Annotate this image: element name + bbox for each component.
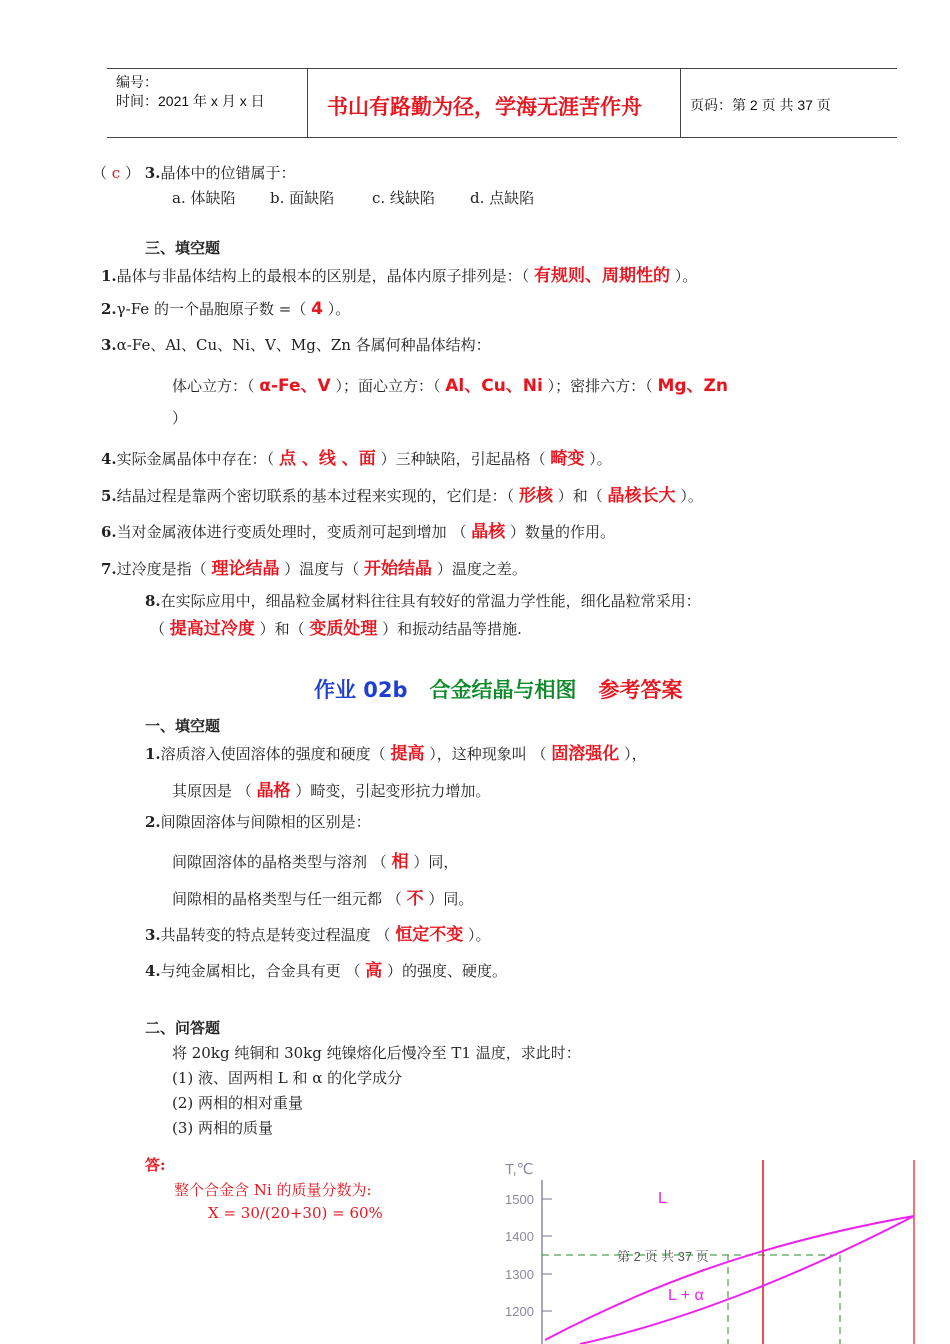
fill-question-3-answers: 体心立方：（ α-Fe、V ）；面心立方：（ Al、Cu、Ni ）；密排六方：（ Mg、Zn [172,376,728,396]
fill-question-8: 8.在实际应用中，细晶粒金属材料往往具有较好的常温力学性能，细化晶粒常采用： [145,592,701,610]
number-label: 编号： [116,74,158,90]
answer: α-Fe、V [259,376,331,396]
answer: 固溶强化 [551,744,620,764]
qa-question: 将 20kg 纯铜和 30kg 纯镍熔化后慢冷至 T1 温度，求此时： [172,1044,581,1062]
fill-question-7: 7.过冷度是指（ 理论结晶 ）温度与（ 开始结晶 ）温度之差。 [101,559,527,579]
answer-line-2: X = 30/(20+30) = 60% [208,1204,383,1222]
hw-question-2: 2.间隙固溶体与间隙相的区别是： [145,813,371,831]
svg-text:1500: 1500 [505,1192,534,1207]
option-d: d. 点缺陷 [470,189,535,207]
answer: 高 [365,961,383,981]
answer: 变质处理 [309,619,378,639]
liquidus-curve [545,1216,914,1340]
tick-1200 [505,1304,552,1319]
hw-question-1-reason: 其原因是 （ 晶格 ）畸变，引起变形抗力增加。 [172,781,491,801]
answer: 提高 [390,744,425,764]
section-heading: 三、填空题 [145,239,221,257]
tick-1400 [505,1229,552,1244]
answer: 开始结晶 [364,559,433,579]
answer: c [111,164,121,182]
qa-item-1: (1) 液、固两相 L 和 α 的化学成分 [172,1069,403,1087]
answer: 畸变 [550,449,585,469]
fill-question-3-close: ） [172,409,188,427]
fill-question-3: 3.α-Fe、Al、Cu、Ni、V、Mg、Zn 各属何种晶体结构： [101,336,491,354]
fill-question-1: 1.晶体与非晶体结构上的最根本的区别是，晶体内原子排列是：（ 有规则、周期性的 ）。 [101,266,698,286]
answer: Al、Cu、Ni [445,376,543,396]
answer: 晶核 [471,522,506,542]
answer-line-1: 整个合金含 Ni 的质量分数为: [174,1181,372,1199]
qa-item-3: (3) 两相的质量 [172,1119,274,1137]
region-two-phase: L + α [668,1287,704,1304]
answer: 不 [406,889,424,909]
region-liquid: L [658,1190,667,1207]
answer: 恒定不变 [395,925,464,945]
option-c: c. 线缺陷 [372,189,435,207]
answer-label: 答: [145,1156,166,1174]
page-label: 页码：第 2 页 共 37 页 [690,97,831,113]
fill-question-6: 6.当对金属液体进行变质处理时，变质剂可起到增加 （ 晶核 ）数量的作用。 [101,522,616,542]
answer: 点 、线 、面 [278,449,376,469]
section-heading: 二、问答题 [145,1019,221,1037]
qa-item-2: (2) 两相的相对重量 [172,1094,304,1112]
hw-question-2-line-2: 间隙相的晶格类型与任一组元都 （ 不 ）同。 [172,889,474,909]
choice-question-3: （ c ） 3.晶体中的位错属于： [92,164,296,182]
option-b: b. 面缺陷 [270,189,335,207]
fill-question-8-answers: （ 提高过冷度 ）和（ 变质处理 ）和振动结晶等措施. [150,619,522,639]
solidus-curve [580,1216,914,1344]
homework-title: 作业 02b 合金结晶与相图 参考答案 [314,678,683,702]
svg-text:1200: 1200 [505,1304,534,1319]
answer: 理论结晶 [211,559,280,579]
motto: 书山有路勤为径，学海无涯苦作舟 [327,95,642,119]
phase-diagram [490,1150,950,1344]
answer: 有规则、周期性的 [533,266,670,286]
hw-question-4: 4.与纯金属相比，合金具有更 （ 高 ）的强度、硬度。 [145,961,508,981]
answer: Mg、Zn [657,376,728,396]
answer: 晶格 [256,781,291,801]
hw-question-1: 1.溶质溶入使固溶体的强度和硬度（ 提高 ），这种现象叫 （ 固溶强化 ）， [145,744,647,764]
section-heading: 一、填空题 [145,717,221,735]
header-divider [307,69,308,137]
tick-1500 [505,1192,552,1207]
svg-text:1300: 1300 [505,1267,534,1282]
tick-1300 [505,1267,552,1282]
fill-question-2: 2.γ-Fe 的一个晶胞原子数 =（ 4 ）。 [101,299,351,319]
hw-question-3: 3.共晶转变的特点是转变过程温度 （ 恒定不变 ）。 [145,925,491,945]
fill-question-4: 4.实际金属晶体中存在：（ 点 、线 、面 ）三种缺陷，引起晶格（ 畸变 ）。 [101,449,612,469]
date-label: 时间：2021 年 x 月 x 日 [116,93,265,109]
page-watermark: 第 2 页 共 37 页 [617,1249,709,1264]
answer: 晶核长大 [607,486,676,506]
answer: 4 [311,299,323,319]
option-a: a. 体缺陷 [172,189,236,207]
answer: 形核 [518,486,553,506]
fill-question-5: 5.结晶过程是靠两个密切联系的基本过程来实现的，它们是：（ 形核 ）和（ 晶核长大 ）。 [101,486,703,506]
answer: 提高过冷度 [169,619,255,639]
header-divider [680,69,681,137]
svg-text:1400: 1400 [505,1229,534,1244]
axis-label: T,℃ [505,1161,534,1178]
hw-question-2-line-1: 间隙固溶体的晶格类型与溶剂 （ 相 ）同， [172,852,459,872]
answer: 相 [391,852,409,872]
